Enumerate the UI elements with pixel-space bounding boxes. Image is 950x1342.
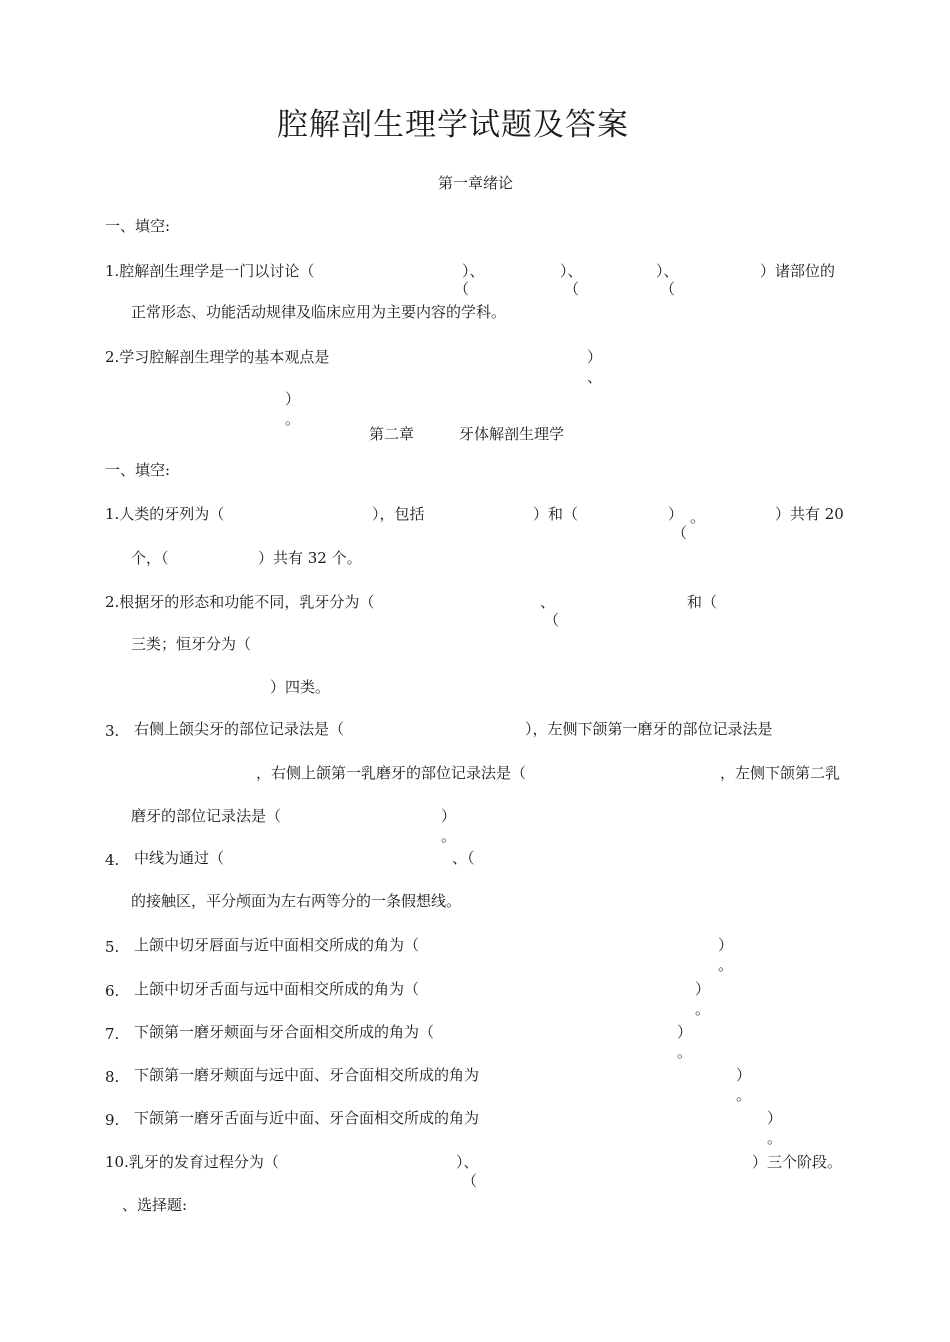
ch2-q3-number: 3. <box>105 722 120 740</box>
ch2-q9-stem: 下颌第一磨牙舌面与近中面、牙合面相交所成的角为 <box>134 1109 480 1127</box>
ch2-q8-period: 。 <box>736 1086 752 1104</box>
ch1-q1-paren-1: ）、 <box>462 262 485 280</box>
ch2-q1-paren-1: ），包括 <box>372 505 425 523</box>
ch1-q1-blank-open-2: （ <box>564 280 580 298</box>
ch2-q2-blank-open: （ <box>544 611 560 629</box>
chapter-2-heading-title: 牙体解剖生理学 <box>459 425 565 443</box>
ch2-q3-paren-1: ），左侧下颌第一磨牙的部位记录法是 <box>525 720 773 738</box>
ch2-q2-line2: 三类；恒牙分为（ <box>131 635 252 653</box>
ch2-q2-and: 和（ <box>687 593 718 611</box>
ch2-q5-period: 。 <box>718 956 734 974</box>
chapter-1-heading: 第一章绪论 <box>438 174 514 192</box>
ch2-q3-line3: 磨牙的部位记录法是（ <box>131 807 282 825</box>
ch1-q1-blank-open-1: （ <box>454 280 470 298</box>
chapter-2-heading-number: 第二章 <box>369 425 415 443</box>
ch2-q3-paren-2: ） <box>441 807 457 825</box>
ch2-q9-period: 。 <box>767 1129 783 1147</box>
ch1-q1-blank-open-3: （ <box>660 280 676 298</box>
ch2-q7-period: 。 <box>677 1043 693 1061</box>
ch2-q6-stem: 上颌中切牙舌面与远中面相交所成的角为（ <box>134 980 420 998</box>
ch2-q1-stem: 1.人类的牙列为（ <box>105 505 225 523</box>
ch2-q1-paren-4: ）共有 20 <box>775 505 844 523</box>
ch2-q4-stem: 中线为通过（ <box>134 849 225 867</box>
ch1-q1-paren-4: ）诸部位的 <box>760 262 836 280</box>
ch2-q6-number: 6. <box>105 982 120 1000</box>
ch2-section-multiple-choice: 、选择题: <box>122 1196 188 1214</box>
ch2-q6-paren: ） <box>695 980 711 998</box>
ch2-section-fill-blank: 一、填空: <box>105 461 171 479</box>
ch2-q1-line2-end: ）共有 32 个。 <box>258 549 362 567</box>
ch2-q8-paren: ） <box>736 1066 752 1084</box>
ch2-q2-comma: 、 <box>540 593 556 611</box>
ch2-q1-paren-2: ）和（ <box>533 505 579 523</box>
ch2-q1-line2-start: 个，（ <box>131 549 169 567</box>
ch2-q9-number: 9. <box>105 1111 120 1129</box>
ch1-section-fill-blank: 一、填空: <box>105 217 171 235</box>
ch2-q10-paren-2: ）三个阶段。 <box>752 1153 843 1171</box>
ch2-q3-line2-start: ，右侧上颌第一乳磨牙的部位记录法是（ <box>256 764 527 782</box>
ch1-q2-paren-1: ） <box>587 348 603 366</box>
ch2-q7-paren: ） <box>677 1023 693 1041</box>
ch1-q2-paren-2: ） <box>285 390 301 408</box>
ch2-q1-paren-3: ） <box>668 505 684 523</box>
ch1-q1-paren-3: ）、 <box>656 262 679 280</box>
ch2-q1-period: 。 <box>690 508 706 526</box>
ch1-q1-stem: 1.腔解剖生理学是一门以讨论（ <box>105 262 315 280</box>
ch1-q1-paren-2: ）、 <box>560 262 583 280</box>
ch1-q2-comma: 、 <box>587 368 603 386</box>
ch2-q9-paren: ） <box>767 1109 783 1127</box>
ch2-q7-stem: 下颌第一磨牙颊面与牙合面相交所成的角为（ <box>134 1023 435 1041</box>
ch2-q7-number: 7. <box>105 1025 120 1043</box>
ch2-q5-stem: 上颌中切牙唇面与近中面相交所成的角为（ <box>134 936 420 954</box>
ch2-q4-paren-1: 、（ <box>452 849 475 867</box>
ch2-q8-number: 8. <box>105 1068 120 1086</box>
ch1-q2-stem: 2.学习腔解剖生理学的基本观点是 <box>105 348 330 366</box>
ch2-q2-line3: ）四类。 <box>270 678 331 696</box>
ch2-q4-number: 4. <box>105 851 120 869</box>
ch2-q1-blank-open: （ <box>672 524 688 542</box>
ch2-q10-paren-1: ）、 <box>456 1153 479 1171</box>
ch2-q6-period: 。 <box>695 1000 711 1018</box>
ch2-q10-stem: 10.乳牙的发育过程分为（ <box>105 1153 279 1171</box>
ch2-q4-line2: 的接触区，平分颅面为左右两等分的一条假想线。 <box>131 892 462 910</box>
ch1-q1-continuation: 正常形态、功能活动规律及临床应用为主要内容的学科。 <box>131 303 507 321</box>
ch2-q2-stem: 2.根据牙的形态和功能不同，乳牙分为（ <box>105 593 375 611</box>
ch2-q10-blank-open: （ <box>462 1172 478 1190</box>
ch2-q3-line2-end: ，左侧下颌第二乳 <box>720 764 841 782</box>
ch2-q3-period: 。 <box>441 827 457 845</box>
document-title: 腔解剖生理学试题及答案 <box>277 107 629 143</box>
ch2-q8-stem: 下颌第一磨牙颊面与远中面、牙合面相交所成的角为 <box>134 1066 480 1084</box>
ch2-q5-number: 5. <box>105 938 120 956</box>
ch2-q3-stem: 右侧上颌尖牙的部位记录法是（ <box>134 720 345 738</box>
ch2-q5-paren: ） <box>718 936 734 954</box>
ch1-q2-period: 。 <box>285 410 301 428</box>
